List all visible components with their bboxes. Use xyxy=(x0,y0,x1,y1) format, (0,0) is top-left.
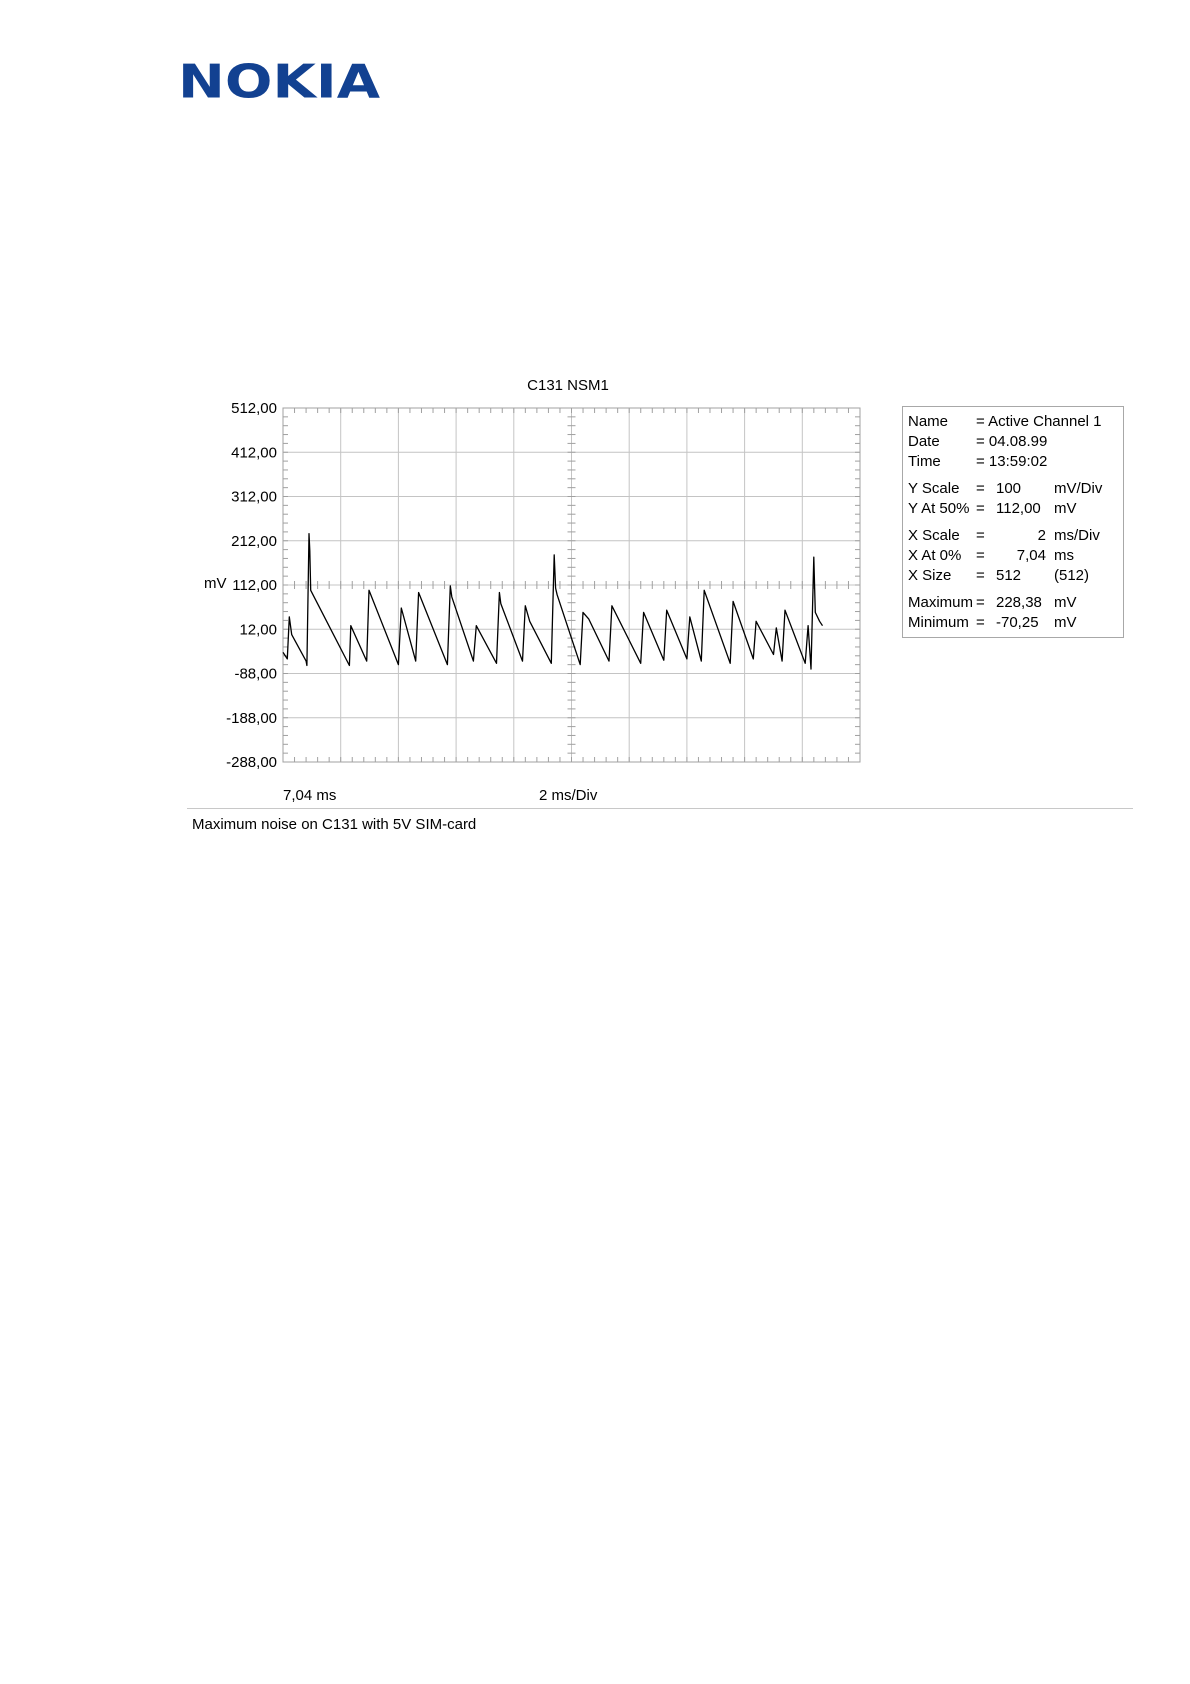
info-y-scale-value: 100 xyxy=(996,480,1022,497)
y-axis-tick-labels xyxy=(226,400,277,771)
info-minimum-unit: mV xyxy=(1054,614,1077,631)
y-tick-label: 412,00 xyxy=(231,444,277,462)
info-x-at0-label: X At 0% xyxy=(908,547,962,564)
info-y-scale-row xyxy=(903,479,1123,499)
info-minimum-value: -70,25 xyxy=(996,614,1039,631)
info-y-scale-unit: mV/Div xyxy=(1054,480,1103,497)
info-minimum-label: Minimum xyxy=(908,614,969,631)
info-maximum-eq: = xyxy=(976,594,985,611)
info-y-at50-row xyxy=(903,499,1123,519)
x-axis-start-label: 7,04 ms xyxy=(283,787,337,804)
y-tick-label: 512,00 xyxy=(231,400,277,417)
info-x-size-unit: (512) xyxy=(1054,567,1090,584)
y-tick-label: 212,00 xyxy=(231,532,277,550)
info-x-scale-value: 2 xyxy=(1037,527,1046,544)
info-date-label: Date xyxy=(908,433,940,450)
info-time-value: = 13:59:02 xyxy=(976,453,1048,470)
plot-grid xyxy=(283,408,860,762)
trace-line xyxy=(283,534,823,669)
info-x-at0-value: 7,04 xyxy=(1016,547,1046,564)
info-time-row xyxy=(903,452,1123,472)
info-x-at0-eq: = xyxy=(976,547,985,564)
y-tick-label: -88,00 xyxy=(234,665,277,683)
info-x-size-row xyxy=(903,566,1123,586)
info-y-at50-value: 112,00 xyxy=(996,500,1041,517)
y-tick-label: -188,00 xyxy=(226,709,277,727)
info-date-row xyxy=(903,432,1123,452)
info-x-size-label: X Size xyxy=(908,567,952,584)
info-name-value: = Active Channel 1 xyxy=(976,413,1102,430)
y-tick-label: 312,00 xyxy=(231,488,277,506)
x-axis-scale-label: 2 ms/Div xyxy=(539,787,598,804)
channel-info-panel xyxy=(902,406,1124,638)
info-x-scale-label: X Scale xyxy=(908,527,960,544)
info-minimum-eq: = xyxy=(976,614,985,631)
info-maximum-unit: mV xyxy=(1054,594,1077,611)
caption-separator xyxy=(187,808,1133,809)
info-y-at50-label: Y At 50% xyxy=(908,500,970,517)
info-x-scale-row xyxy=(903,526,1123,546)
info-x-size-eq: = xyxy=(976,567,985,584)
info-y-scale-eq: = xyxy=(976,480,985,497)
chart-title: C131 NSM1 xyxy=(527,377,609,394)
y-axis-unit-label: mV xyxy=(204,575,227,592)
info-x-at0-row xyxy=(903,546,1123,566)
y-tick-label: 12,00 xyxy=(239,621,277,639)
info-name-row xyxy=(903,412,1123,432)
info-x-scale-unit: ms/Div xyxy=(1054,527,1100,544)
info-minimum-row xyxy=(903,613,1123,633)
y-tick-label: 112,00 xyxy=(232,577,277,594)
info-maximum-row xyxy=(903,593,1123,613)
info-date-value: = 04.08.99 xyxy=(976,433,1048,450)
info-y-at50-unit: mV xyxy=(1054,500,1077,517)
nokia-logo: NOKIA xyxy=(178,55,381,110)
info-maximum-label: Maximum xyxy=(908,594,974,611)
signal-trace xyxy=(283,534,823,669)
info-y-at50-eq: = xyxy=(976,500,985,517)
info-y-scale-label: Y Scale xyxy=(908,480,960,497)
figure-caption: Maximum noise on C131 with 5V SIM-card xyxy=(192,816,477,833)
info-x-scale-eq: = xyxy=(976,527,985,544)
info-time-label: Time xyxy=(908,453,941,470)
y-tick-label: -288,00 xyxy=(226,754,277,771)
info-name-label: Name xyxy=(908,413,949,430)
info-x-at0-unit: ms xyxy=(1054,547,1074,564)
info-x-size-value: 512 xyxy=(996,567,1022,584)
info-maximum-value: 228,38 xyxy=(996,594,1042,611)
